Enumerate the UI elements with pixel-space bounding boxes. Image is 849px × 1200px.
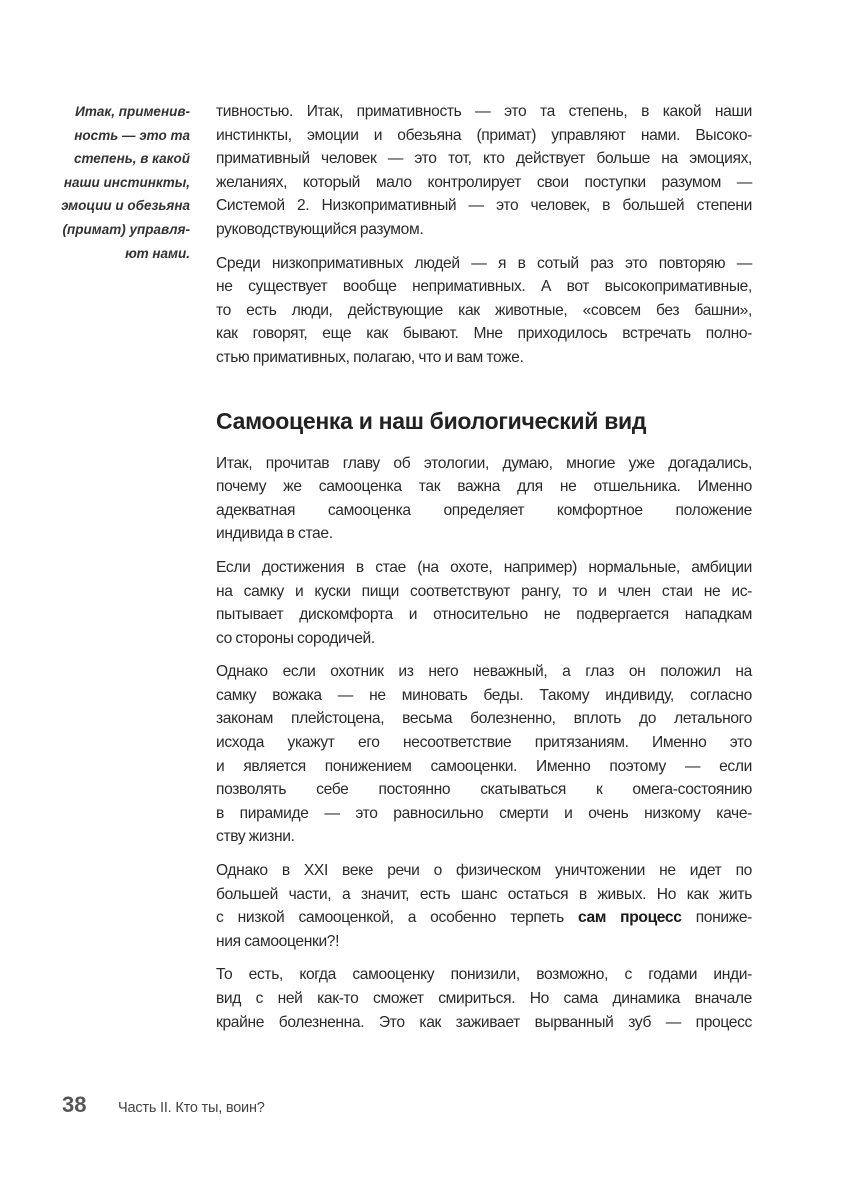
text-line: адекватная самооценка определяет комфортное положение [216,501,752,519]
running-title: Часть II. Кто ты, воин? [118,1100,265,1116]
text-line: стью примативных, полагаю, что и вам тоже. [216,348,524,366]
section-heading: Самооценка и наш биологический вид [216,407,647,434]
paragraph [216,556,752,650]
text-line: желаниях, который мало контролирует свои поступки разумом — [216,173,752,191]
text-line: исхода укажут его несоответствие притязаниям. Именно это [216,734,752,752]
margin-note [40,100,190,265]
margin-note-line: степень, в какой [73,151,190,167]
text-line: большей части, а значит, есть шанс остаться в живых. Но как жить [216,885,752,903]
text-segment: пониже- [681,909,752,927]
paragraph [216,252,752,370]
text-line: Однако в XXI веке речи о физическом уничтожении не идет по [216,862,752,880]
margin-note-line: (примат) управля- [62,221,190,237]
text-line: Если достижения в стае (на охоте, например) нормальные, амбиции [216,558,752,576]
text-line: Системой 2. Низкопримативный — это человек, в большей степени [216,197,752,215]
text-line: руководствующийся разумом. [216,220,424,238]
paragraph [216,100,752,242]
text-line: Итак, прочитав главу об этологии, думаю, многие уже догадались, [216,454,752,472]
bold-phrase: сам процесс [578,909,682,927]
text-line: законам плейстоцена, весьма болезненно, вплоть до летального [216,710,752,728]
paragraph [216,963,752,1034]
text-line: самку вожака — не миновать беды. Такому индивиду, согласно [216,686,752,704]
margin-note-line: ют нами. [125,245,190,261]
margin-note-line: ность — это та [74,127,190,143]
text-line: не существует вообще непримативных. А вот высокопримативные, [216,278,752,296]
text-line [216,906,752,930]
text-line: Однако если охотник из него неважный, а глаз он положил на [216,663,752,681]
margin-note-line: наши инстинкты, [63,174,190,190]
text-line: позволять себе постоянно скатываться к омега-состоянию [216,781,752,799]
text-line: инстинкты, эмоции и обезьяна (примат) управляют нами. Высоко- [216,126,752,144]
page-number: 38 [62,1092,87,1117]
text-line: и является понижением самооценки. Именно поэтому — если [216,757,752,775]
text-segment: с низкой самооценкой, а особенно терпеть [216,909,578,927]
text-line: индивида в стае. [216,525,333,543]
text-line: со стороны сородичей. [216,629,375,647]
text-line: на самку и куски пищи соответствуют рангу, то и член стаи не ис- [216,582,752,600]
page-footer [62,1092,265,1118]
margin-note-line: Итак, применив- [75,104,190,119]
paragraph [216,452,752,546]
text-line: То есть, когда самооценку понизили, возможно, с годами инди- [216,966,752,984]
text-line: то есть люди, действующие как животные, «совсем без башни», [216,301,752,319]
text-line: тивностью. Итак, примативность — это та степень, в какой наши [216,103,752,120]
text-line: крайне болезненна. Это как заживает вырванный зуб — процесс [216,1013,752,1031]
text-line: ству жизни. [216,828,295,846]
margin-note-line: эмоции и обезьяна [61,198,190,214]
text-line: Среди низкопримативных людей — я в сотый раз это повторяю — [216,254,752,272]
text-line: почему же самооценка так важна для не отшельника. Именно [216,478,752,496]
paragraph [216,859,752,953]
text-line: в пирамиде — это равносильно смерти и очень низкому каче- [216,804,752,822]
text-line: как говорят, еще как бывают. Мне приходилось встречать полно- [216,325,752,343]
body-text [216,100,752,1044]
text-line: вид с ней как-то сможет смириться. Но сама динамика вначале [216,990,752,1007]
paragraph [216,660,752,849]
text-line: пытывает дискомфорта и относительно не подвергается нападкам [216,606,752,624]
text-line: примативный человек — это тот, кто действует больше на эмоциях, [216,150,752,168]
text-line: ния самооценки?! [216,932,340,950]
